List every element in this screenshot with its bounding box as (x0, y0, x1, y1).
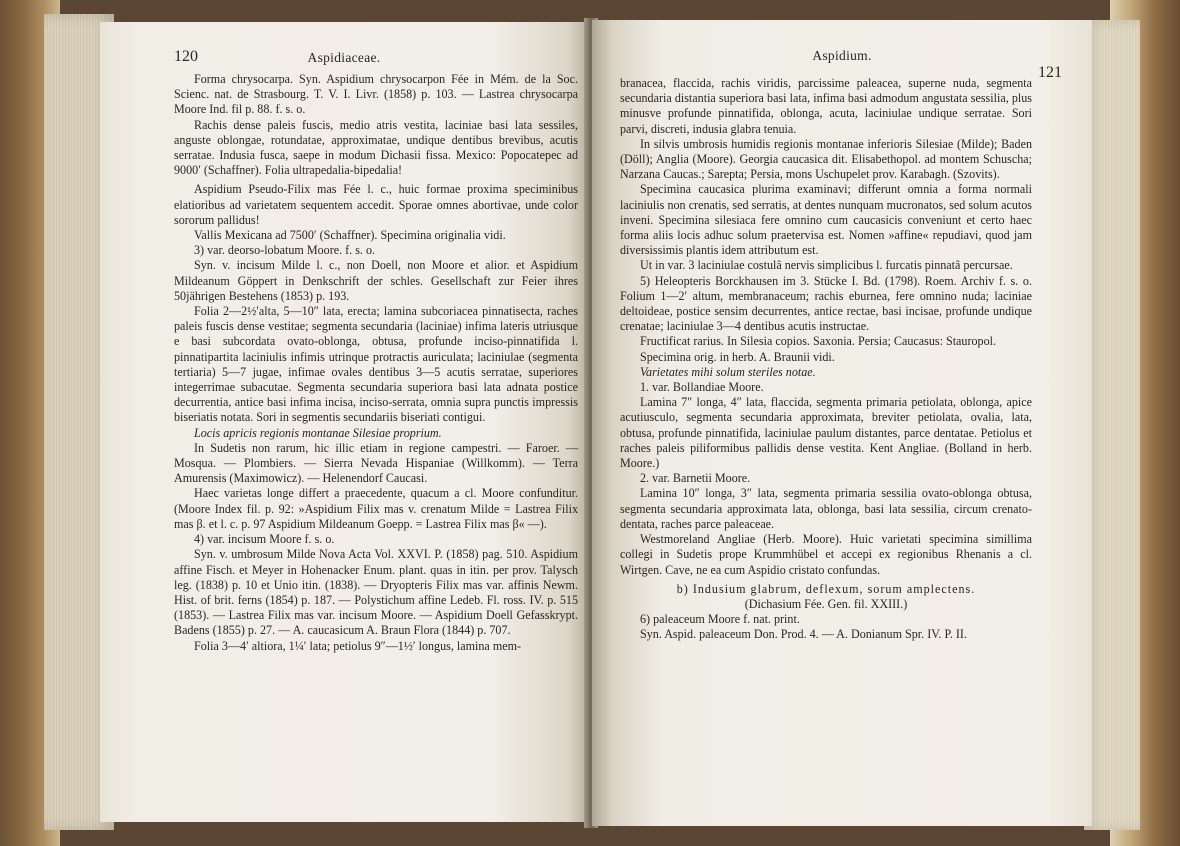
paragraph: Aspidium Pseudo-Filix mas Fée l. c., huic formae proxima speciminibus elatioribus ad varietatem sequentem accedit. Sporae omnes abortivae, unde color sororum pallidus! (174, 182, 578, 227)
paragraph: branacea, flaccida, rachis viridis, parcissime paleacea, superne nuda, segmenta secundaria distantia superiora basi lata, infima basi admodum angustata sessilia, plus minusve profunde pinnatifida, oblonga, acuta, laciniulae undique serratae. Sori parvi, discreti, indusia glabra tenuia. (620, 76, 1032, 136)
right-page-header (592, 46, 1092, 81)
paragraph: Ut in var. 3 laciniulae costulâ nervis simplicibus l. furcatis pinnatâ percursae. (640, 258, 1013, 273)
paragraph: Westmoreland Angliae (Herb. Moore). Huic varietati specimina simillima collegi in Sudetis prope Krummhübel et accepi ex regionibus Rhenanis a cl. Wirtgen. Cave, ne ea cum Aspidio cristato confundas. (620, 532, 1032, 577)
right-page (592, 20, 1092, 826)
paragraph: Specimina caucasica plurima examinavi; differunt omnia a forma normali laciniulis non crenatis, sed serratis, at dentes nunquam mucronatos, sed solum acutos inveni. Specimina silesiaca fere omnino cum caucasicis conveniunt et certo haec forma aliis locis adhuc solum praetervisa est. Nomen »affine« repudiavi, quod jam diversissimis plantis idem attributum est. (620, 182, 1032, 258)
paragraph: Haec varietas longe differt a praecedente, quacum a cl. Moore confunditur. (Moore Index fil. p. 92: »Aspidium Filix mas v. crenatum Milde = Lastrea Filix mas β. et l. c. p. 97 Aspidium Mildeanum Goepp. = Lastrea Filix mas β« —). (174, 486, 578, 531)
section-subheading: (Dichasium Fée. Gen. fil. XXIII.) (744, 596, 908, 611)
page-number: 120 (174, 48, 198, 65)
right-page-text (620, 76, 1032, 643)
paragraph: In Sudetis non rarum, hic illic etiam in regione campestri. — Faroer. — Mosqua. — Plombiers. — Sierra Nevada Hispaniae (Willkomm). — Terra Amurensis (Maximowicz). — Helenendorf Caucasi. (174, 440, 578, 486)
paragraph: Rachis dense paleis fuscis, medio atris vestita, laciniae basi lata sessiles, anguste oblongae, rotundatae, approximatae, undique dentibus brevibus, acutis serratae. Indusia fusca, saepe in modum Dichasii fissa. Mexico: Popocatepec ad 9000′ (Schaffner). Folia ultrapedalia-bipedalia! (174, 117, 578, 178)
paragraph: Fructificat rarius. In Silesia copios. Saxonia. Persia; Caucasus: Stauropol. (640, 334, 997, 349)
paragraph: Vallis Mexicana ad 7500′ (Schaffner). Specimina originalia vidi. (194, 228, 506, 243)
variety-heading: 3) var. deorso-lobatum Moore. f. s. o. (194, 243, 376, 258)
paragraph: 5) Heleopteris Borckhausen im 3. Stücke I. Bd. (1798). Roem. Archiv f. s. o. Folium 1—2′ altum, membranaceum; rachis eburnea, fere omnino nuda; laciniae deltoideae, postice sensim decurrentes, antice rectae, basi incisae, profunde undique crenatae; laciniulae 3—4 dentibus acutis instructae. (620, 273, 1032, 334)
running-title: Aspidiaceae. (307, 50, 381, 65)
paragraph: Folia 3—4′ altiora, 1¼′ lata; petiolus 9″—1½′ longus, lamina mem- (194, 638, 522, 653)
paragraph: Syn. Aspid. paleaceum Don. Prod. 4. — A. Donianum Spr. IV. P. II. (640, 627, 967, 642)
variety-heading: 6) paleaceum Moore f. nat. print. (640, 612, 800, 627)
running-title: Aspidium. (812, 48, 872, 63)
variety-heading: 4) var. incisum Moore f. s. o. (194, 532, 335, 547)
section-heading: b) Indusium glabrum, deflexum, sorum amplectens. (676, 581, 976, 596)
page-edges-right (1084, 20, 1140, 830)
page-number: 121 (1038, 64, 1062, 81)
left-page (100, 22, 588, 822)
paragraph: In silvis umbrosis humidis regionis montanae inferioris Silesiae (Milde); Baden (Döll); Anglia (Moore). Georgia caucasica dit. Elisabethopol. ad montem Schuscha; Narzana Caucas.; Sarepta; Persia, mons Uschupelet prov. Karabagh. (Szovits). (620, 136, 1032, 182)
paragraph: Folia 2—2½′alta, 5—10″ lata, erecta; lamina subcoriacea pinnatisecta, raches paleis fuscis dense vestitae; segmenta secundaria (laciniae) infima lateris utriusque e basi subcordata ovato-oblonga, obtusa, profunde inciso-pinnatifida l. pinnatipartita laciniulis infimis utrinque protractis auriculata; laciniulae (segmenta tertiaria) 5—7 jugae, infimae ovales dentibus 3—5 acutis serratae, superiores integerrimae subacutae. Segmenta secundaria superiora basi lata adnata postice decurrentia, antice basi infima incisa, inciso-serrata, omnia supra punctis impressis biseriatis notata. Sori in segmentis secundariis biseriati contigui. (174, 304, 578, 425)
paragraph: Varietates mihi solum steriles notae. (640, 364, 816, 379)
variety-heading: 2. var. Barnetii Moore. (640, 471, 751, 486)
paragraph: Locis apricis regionis montanae Silesiae proprium. (194, 425, 442, 440)
paragraph: Syn. v. incisum Milde l. c., non Doell, non Moore et alior. et Aspidium Mildeanum Göppert in Denkschrift der schles. Gesellschaft zur Feier ihres 50jährigen Bestehens (1853) p. 193. (174, 258, 578, 303)
paragraph: Lamina 7″ longa, 4″ lata, flaccida, segmenta primaria petiolata, oblonga, apice acutiusculo, segmenta secundaria approximata, breviter petiolata, ovalia, lata, obtusa, profunde pinnatifida, laciniulae paulum distantes, parce dentatae. Petiolus et raches paleis piliformibus pallidis dense vestita. Kent Angliae. (Bolland in herb. Moore.) (620, 395, 1032, 471)
paragraph: Specimina orig. in herb. A. Braunii vidi. (640, 349, 835, 364)
paragraph: Lamina 10″ longa, 3″ lata, segmenta primaria sessilia ovato-oblonga obtusa, segmenta secundaria approximata lata, oblonga, basi lata sessilia, circum crenato-dentata, raches parce paleaceae. (620, 486, 1032, 531)
paragraph: Syn. v. umbrosum Milde Nova Acta Vol. XXVI. P. (1858) pag. 510. Aspidium affine Fisch. et Meyer in Hohenacker Enum. plant. quas in itin. per prov. Talysch leg. (1838) p. 10 et Unio itin. (1838). — Dryopteris Filix mas var. affinis Newm. Hist. of brit. ferns (1854) p. 187. — Polystichum affine Ledeb. Fl. ross. IV. p. 515 (1853). — Lastrea Filix mas var. incisum Moore. — Aspidium Doell Gefasskrypt. Badens (1855) p. 27. — A. caucasicum A. Braun Flora (1844) p. 707. (174, 547, 578, 638)
variety-heading: 1. var. Bollandiae Moore. (640, 380, 764, 395)
left-page-header (100, 48, 588, 68)
paragraph: Forma chrysocarpa. Syn. Aspidium chrysocarpon Fée in Mém. de la Soc. Scienc. nat. de Strasbourg. T. V. I. Livr. (1858) p. 103. — Lastrea chrysocarpa Moore Ind. fil p. 88. f. s. o. (174, 72, 578, 117)
left-page-text (174, 72, 578, 654)
